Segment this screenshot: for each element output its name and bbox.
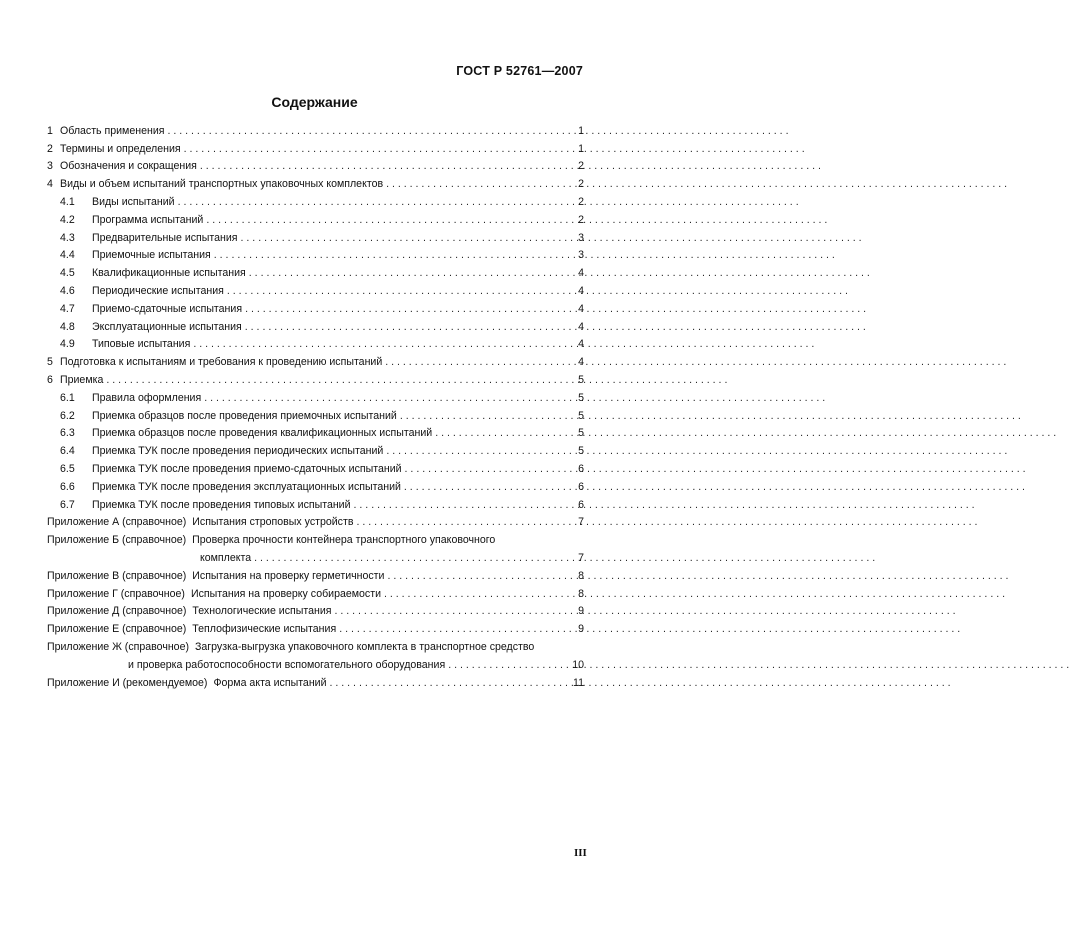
toc-leader bbox=[227, 285, 570, 298]
toc-leader bbox=[245, 303, 570, 316]
appendix-label: Приложение Д (справочное) bbox=[47, 605, 187, 618]
toc-entry[interactable] bbox=[47, 262, 584, 280]
toc-page: 2 bbox=[578, 160, 584, 173]
toc-leader bbox=[335, 605, 571, 618]
toc-entry[interactable] bbox=[47, 458, 584, 476]
appendix-title: Загрузка-выгрузка упаковочного комплекта в транспортное средство bbox=[195, 640, 535, 653]
toc-leader bbox=[385, 356, 570, 369]
toc-number: 2 bbox=[47, 142, 53, 155]
toc-leader bbox=[384, 588, 570, 601]
appendix-title: Испытания на проверку герметичности bbox=[192, 569, 385, 582]
toc-entry[interactable] bbox=[47, 351, 584, 369]
toc-text: Программа испытаний bbox=[92, 213, 204, 226]
toc-number: 6 bbox=[47, 373, 53, 386]
toc-number: 5 bbox=[47, 356, 53, 369]
toc-number: 6.4 bbox=[60, 445, 75, 458]
toc-text: Приемка ТУК после проведения периодических испытаний bbox=[92, 445, 384, 458]
toc-number: 4.4 bbox=[60, 249, 75, 262]
toc-text: Область применения bbox=[60, 124, 165, 137]
toc-text: Приемо-сдаточные испытания bbox=[92, 302, 243, 315]
toc-page: 2 bbox=[578, 213, 584, 226]
appendix-entry[interactable] bbox=[47, 565, 584, 583]
appendix-entry[interactable] bbox=[47, 601, 584, 619]
toc-entry[interactable] bbox=[47, 334, 584, 352]
toc-entry[interactable] bbox=[47, 227, 584, 245]
appendix-page: 11 bbox=[573, 676, 584, 689]
toc-leader bbox=[387, 570, 570, 583]
toc-entry[interactable] bbox=[47, 298, 584, 316]
toc-page: 6 bbox=[578, 480, 584, 493]
toc-page: 3 bbox=[578, 231, 584, 244]
toc-number: 6.6 bbox=[60, 480, 75, 493]
toc-text: Приемка ТУК после проведения приемо-сдаточных испытаний bbox=[92, 462, 402, 475]
toc-leader bbox=[254, 552, 570, 565]
toc-page: 5 bbox=[578, 391, 584, 404]
toc-page: 4 bbox=[578, 338, 584, 351]
toc-number: 3 bbox=[47, 160, 53, 173]
toc-text: Термины и определения bbox=[60, 142, 181, 155]
toc-page: 4 bbox=[578, 356, 584, 369]
toc-leader bbox=[405, 463, 570, 476]
toc-page: 2 bbox=[578, 178, 584, 191]
toc-leader bbox=[448, 659, 570, 672]
toc-entry[interactable] bbox=[47, 476, 584, 494]
appendix-page: 8 bbox=[578, 569, 584, 582]
toc-entry[interactable] bbox=[47, 494, 584, 512]
appendix-page: 8 bbox=[578, 587, 584, 600]
toc-text: Приемка bbox=[60, 373, 104, 386]
toc-leader bbox=[184, 143, 570, 156]
toc-page: 2 bbox=[578, 195, 584, 208]
toc-entry[interactable] bbox=[47, 369, 584, 387]
toc-text: Правила оформления bbox=[92, 391, 202, 404]
toc-page: 4 bbox=[578, 284, 584, 297]
appendix-page: 7 bbox=[578, 516, 584, 529]
appendix-entry[interactable] bbox=[47, 512, 584, 530]
toc-text: Приемочные испытания bbox=[92, 249, 211, 262]
toc-leader bbox=[193, 338, 570, 351]
toc-page: 6 bbox=[578, 462, 584, 475]
toc-text: Приемка образцов после проведения квалификационных испытаний bbox=[92, 427, 433, 440]
appendix-title: Испытания на проверку собираемости bbox=[190, 587, 381, 600]
toc-leader bbox=[206, 214, 570, 227]
toc-leader bbox=[204, 392, 570, 405]
toc-number: 4.8 bbox=[60, 320, 75, 333]
appendix-label: Приложение В (справочное) bbox=[47, 569, 187, 582]
toc-leader bbox=[249, 267, 570, 280]
toc-entry[interactable] bbox=[47, 440, 584, 458]
toc-entry[interactable] bbox=[47, 280, 584, 298]
toc-text: Квалификационные испытания bbox=[92, 267, 246, 280]
appendix-title-continued: и проверка работоспособности вспомогательного оборудования bbox=[128, 658, 446, 671]
table-of-contents bbox=[47, 120, 584, 690]
standard-code: ГОСТ Р 52761—2007 bbox=[456, 64, 583, 78]
toc-leader bbox=[386, 178, 570, 191]
appendix-entry[interactable] bbox=[47, 672, 584, 690]
toc-leader bbox=[106, 374, 570, 387]
toc-leader bbox=[178, 196, 570, 209]
appendix-title: Испытания строповых устройств bbox=[192, 516, 354, 529]
toc-leader bbox=[200, 160, 570, 173]
appendix-page: 9 bbox=[578, 605, 584, 618]
toc-leader bbox=[245, 321, 570, 334]
toc-text: Периодические испытания bbox=[92, 284, 224, 297]
toc-number: 6.3 bbox=[60, 427, 75, 440]
toc-page: 3 bbox=[578, 249, 584, 262]
toc-leader bbox=[339, 623, 570, 636]
toc-entry[interactable] bbox=[47, 245, 584, 263]
toc-text: Предварительные испытания bbox=[92, 231, 238, 244]
toc-text: Обозначения и сокращения bbox=[60, 160, 197, 173]
toc-page: 4 bbox=[578, 320, 584, 333]
toc-text: Приемка ТУК после проведения типовых испытаний bbox=[92, 498, 351, 511]
toc-text: Типовые испытания bbox=[92, 338, 191, 351]
toc-page: 6 bbox=[578, 498, 584, 511]
appendix-page: 9 bbox=[578, 623, 584, 636]
appendix-label: Приложение Г (справочное) bbox=[47, 587, 185, 600]
appendix-entry[interactable] bbox=[47, 618, 584, 636]
toc-leader bbox=[354, 499, 570, 512]
toc-text: Приемка ТУК после проведения эксплуатационных испытаний bbox=[92, 480, 401, 493]
toc-leader bbox=[356, 516, 570, 529]
toc-leader bbox=[404, 481, 570, 494]
appendix-title: Теплофизические испытания bbox=[192, 623, 337, 636]
toc-text: Подготовка к испытаниям и требования к проведению испытаний bbox=[60, 356, 383, 369]
appendix-label: Приложение Е (справочное) bbox=[47, 623, 187, 636]
toc-entry[interactable] bbox=[47, 405, 584, 423]
toc-entry[interactable] bbox=[47, 120, 584, 138]
toc-page: 5 bbox=[578, 373, 584, 386]
toc-page: 5 bbox=[578, 445, 584, 458]
toc-leader bbox=[435, 427, 570, 440]
appendix-entry[interactable] bbox=[47, 529, 584, 547]
toc-leader bbox=[330, 677, 570, 690]
appendix-label: Приложение Б (справочное) bbox=[47, 534, 187, 547]
toc-number: 4.1 bbox=[60, 195, 75, 208]
toc-entry[interactable] bbox=[47, 423, 584, 441]
toc-leader bbox=[167, 125, 570, 138]
toc-entry[interactable] bbox=[47, 173, 584, 191]
toc-number: 4.7 bbox=[60, 302, 75, 315]
toc-number: 6.7 bbox=[60, 498, 75, 511]
appendix-page: 10 bbox=[572, 658, 584, 671]
toc-number: 4.6 bbox=[60, 284, 75, 297]
toc-number: 4.3 bbox=[60, 231, 75, 244]
toc-leader bbox=[214, 249, 570, 262]
toc-number: 4.2 bbox=[60, 213, 75, 226]
appendix-entry[interactable] bbox=[47, 636, 584, 654]
appendix-title-continued: комплекта bbox=[200, 551, 252, 564]
appendix-title: Проверка прочности контейнера транспортного упаковочного bbox=[192, 534, 496, 547]
appendix-entry-continuation[interactable] bbox=[47, 654, 584, 672]
toc-text: Приемка образцов после проведения приемочных испытаний bbox=[92, 409, 397, 422]
toc-page: 1 bbox=[578, 124, 584, 137]
appendix-label: Приложение И (рекомендуемое) bbox=[47, 676, 208, 689]
toc-leader bbox=[241, 232, 570, 245]
toc-number: 4.5 bbox=[60, 267, 75, 280]
appendix-page: 7 bbox=[578, 551, 584, 564]
appendix-entry-continuation[interactable] bbox=[47, 547, 584, 565]
toc-number: 4 bbox=[47, 178, 53, 191]
appendix-label: Приложение А (справочное) bbox=[47, 516, 187, 529]
appendix-entry[interactable] bbox=[47, 583, 584, 601]
toc-text: Эксплуатационные испытания bbox=[92, 320, 242, 333]
toc-number: 1 bbox=[47, 124, 53, 137]
toc-entry[interactable] bbox=[47, 316, 584, 334]
toc-number: 4.9 bbox=[60, 338, 75, 351]
toc-leader bbox=[386, 445, 570, 458]
toc-entry[interactable] bbox=[47, 156, 584, 174]
toc-text: Виды испытаний bbox=[92, 195, 175, 208]
toc-page: 5 bbox=[578, 409, 584, 422]
toc-page: 1 bbox=[578, 142, 584, 155]
toc-page: 4 bbox=[578, 302, 584, 315]
toc-number: 6.5 bbox=[60, 462, 75, 475]
toc-page: 4 bbox=[578, 267, 584, 280]
appendix-label: Приложение Ж (справочное) bbox=[47, 640, 189, 653]
toc-number: 6.2 bbox=[60, 409, 75, 422]
toc-entry[interactable] bbox=[47, 387, 584, 405]
toc-entry[interactable] bbox=[47, 209, 584, 227]
appendix-title: Технологические испытания bbox=[192, 605, 332, 618]
toc-text: Виды и объем испытаний транспортных упаковочных комплектов bbox=[60, 178, 384, 191]
toc-entry[interactable] bbox=[47, 138, 584, 156]
appendix-title: Форма акта испытаний bbox=[213, 676, 327, 689]
page-title: Содержание bbox=[271, 94, 358, 110]
toc-entry[interactable] bbox=[47, 191, 584, 209]
toc-page: 5 bbox=[578, 427, 584, 440]
toc-leader bbox=[400, 410, 570, 423]
toc-number: 6.1 bbox=[60, 391, 75, 404]
page-number: III bbox=[574, 847, 587, 859]
